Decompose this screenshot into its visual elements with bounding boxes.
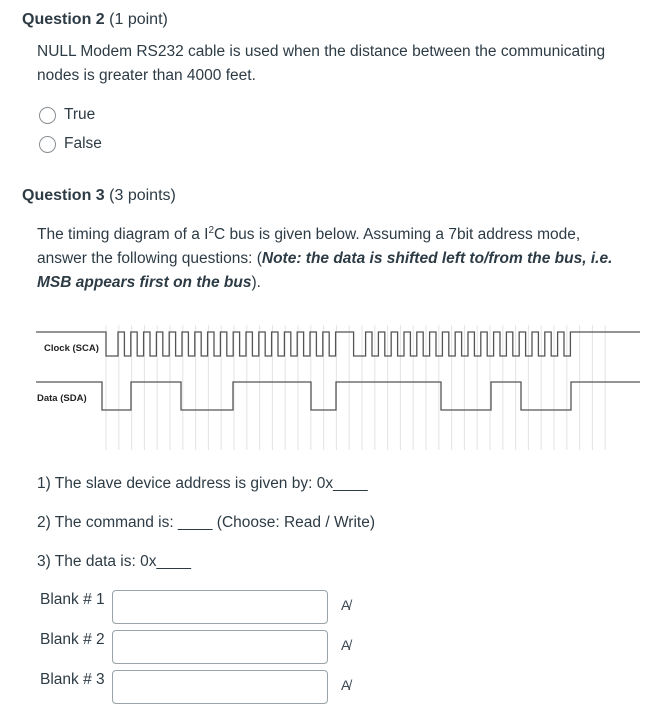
spellcheck-icon[interactable]: A̸ bbox=[341, 677, 351, 693]
sub-question-1: 1) The slave device address is given by: 0x____ bbox=[37, 475, 368, 492]
question-2-points: (1 point) bbox=[109, 11, 168, 28]
blank-1-input[interactable] bbox=[112, 590, 328, 624]
data-label: Data (SDA) bbox=[37, 393, 87, 404]
q3-line2-part-a: answer the following questions: ( bbox=[37, 250, 262, 268]
question-3-line-1 bbox=[37, 219, 612, 247]
option-false[interactable] bbox=[39, 132, 102, 156]
question-2-title bbox=[22, 11, 168, 29]
clock-label: Clock (SCA) bbox=[44, 343, 99, 354]
q3-note-part-2: MSB appears first on the bus bbox=[37, 274, 252, 292]
blank-2-input[interactable] bbox=[112, 630, 328, 664]
q3-line1-part-a: The timing diagram of a I bbox=[37, 226, 209, 244]
question-3-points: (3 points) bbox=[109, 187, 176, 204]
option-true[interactable] bbox=[39, 103, 102, 127]
spellcheck-icon[interactable]: A̸ bbox=[341, 637, 351, 653]
data-waveform bbox=[36, 382, 640, 410]
question-3-title bbox=[22, 187, 176, 205]
q3-note-part-1: Note: the data is shifted left to/from the bus, i.e. bbox=[261, 250, 613, 268]
question-2-text-line-1: NULL Modem RS232 cable is used when the distance between the communicating bbox=[37, 43, 606, 60]
sub-question-3: 3) The data is: 0x____ bbox=[37, 553, 191, 570]
question-3-text bbox=[37, 219, 612, 295]
q3-line3-end: ). bbox=[251, 274, 261, 292]
spellcheck-icon[interactable]: A̸ bbox=[341, 597, 351, 613]
clock-waveform bbox=[36, 332, 640, 356]
question-2-text-line-2: nodes is greater than 4000 feet. bbox=[37, 67, 256, 84]
option-true-label: True bbox=[64, 106, 96, 123]
question-3-line-2 bbox=[37, 247, 612, 271]
question-2-heading: Question 2 bbox=[22, 11, 105, 28]
q3-superscript: 2 bbox=[208, 225, 215, 236]
blank-2-label: Blank # 2 bbox=[40, 631, 105, 648]
blank-3-label: Blank # 3 bbox=[40, 671, 105, 688]
q3-line1-part-b: C bus is given below. Assuming a 7bit address mode, bbox=[214, 226, 581, 244]
question-2-options bbox=[39, 103, 102, 156]
sub-question-2: 2) The command is: ____ (Choose: Read / Write) bbox=[37, 514, 375, 531]
blank-3-input[interactable] bbox=[112, 670, 328, 704]
option-false-label: False bbox=[64, 135, 102, 152]
radio-true[interactable] bbox=[39, 107, 56, 124]
i2c-timing-diagram bbox=[36, 325, 640, 450]
radio-false[interactable] bbox=[39, 136, 56, 153]
question-3-line-3 bbox=[37, 271, 612, 295]
question-2-text bbox=[37, 40, 605, 88]
question-3-heading: Question 3 bbox=[22, 187, 105, 204]
blank-1-label: Blank # 1 bbox=[40, 591, 105, 608]
